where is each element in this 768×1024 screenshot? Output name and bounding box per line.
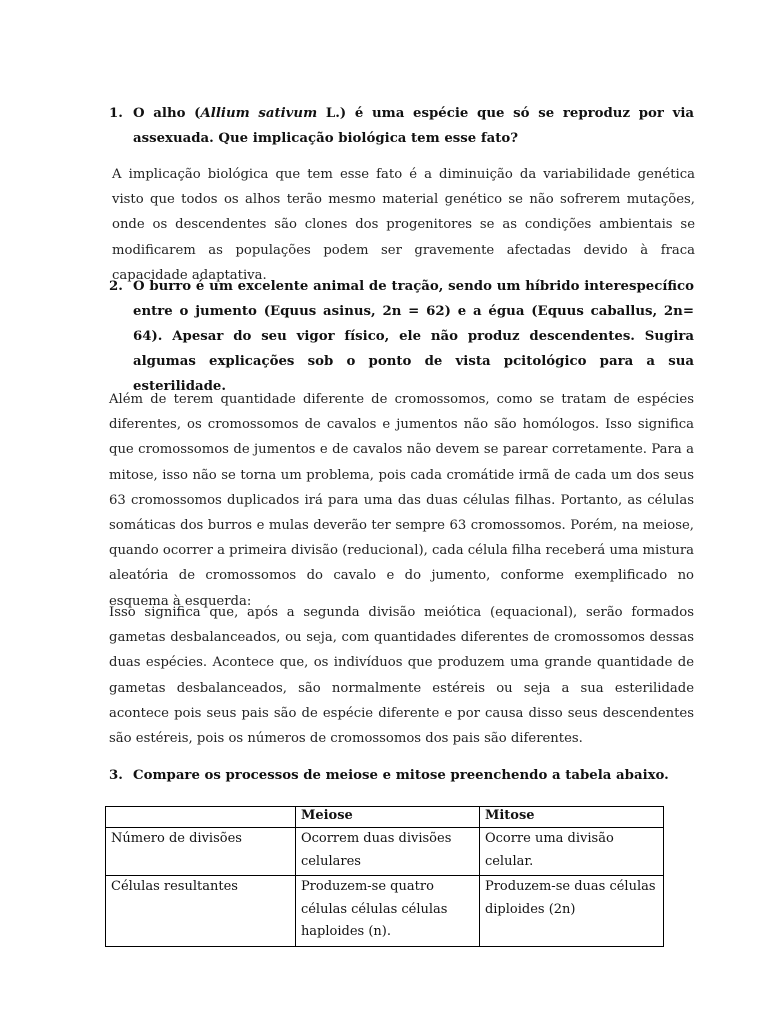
species-name: Allium sativum bbox=[200, 106, 318, 121]
answer-paragraph: Isso significa que, após a segunda divisão meiótica (equacional), serão formados gametas desbalanceados, ou seja, com quantidades diferentes de cromossomos dessas duas espécies. Acontece que, os indivíduos que produzem uma grande quantidade de gametas desbalanceados, são normalmente estéreis ou seja a sua esterilidade acontece pois seus pais são de espécie diferente e por causa disso seus descendentes são estéreis, pois os números de cromossomos dos pais são diferentes. bbox=[109, 605, 694, 747]
question-1 bbox=[109, 101, 694, 151]
answer-2 bbox=[109, 387, 694, 614]
table-header-cell: Mitose bbox=[479, 807, 663, 828]
table-header-cell bbox=[106, 807, 296, 828]
table-row bbox=[106, 828, 664, 876]
table-cell: Número de divisões bbox=[106, 828, 296, 876]
table-cell: Células resultantes bbox=[106, 876, 296, 947]
question-text: O burro é um excelente animal de tração, sendo um híbrido interespecífico entre o jumento (Equus asinus, 2n = 62) e a égua (Equus caballus, 2n= 64). Apesar do seu vigor físico, ele não produz descendentes. Sugira algumas explicações sob o ponto de vista pcitológico para a sua esterilidade. bbox=[133, 279, 694, 394]
comparison-table bbox=[105, 806, 664, 947]
table-header-cell: Meiose bbox=[295, 807, 479, 828]
question-number: 3. bbox=[109, 768, 123, 783]
table-cell: Produzem-se duas células diploides (2n) bbox=[479, 876, 663, 947]
table-cell: Ocorrem duas divisões celulares bbox=[295, 828, 479, 876]
answer-1 bbox=[112, 162, 695, 288]
table-cell: Produzem-se quatro células células células haploides (n). bbox=[295, 876, 479, 947]
question-2 bbox=[109, 274, 694, 399]
question-text: Compare os processos de meiose e mitose preenchendo a tabela abaixo. bbox=[133, 768, 669, 783]
question-number: 2. bbox=[109, 279, 123, 294]
table-header-row bbox=[106, 807, 664, 828]
question-text: O alho (Allium sativum L.) é uma espécie que só se reproduz por via assexuada. Que implicação biológica tem esse fato? bbox=[133, 106, 694, 146]
answer-paragraph: Além de terem quantidade diferente de cromossomos, como se tratam de espécies diferentes, os cromossomos de cavalos e jumentos não são homólogos. Isso significa que cromossomos de jumentos e de cavalos não devem se parear corretamente. Para a mitose, isso não se torna um problema, pois cada cromátide irmã de cada um dos seus 63 cromossomos duplicados irá para uma das duas células filhas. Portanto, as células somáticas dos burros e mulas deverão ter sempre 63 cromossomos. Porém, na meiose, quando ocorrer a primeira divisão (reducional), cada célula filha receberá uma mistura aleatória de cromossomos do cavalo e do jumento, conforme exemplificado no esquema à esquerda: bbox=[109, 392, 694, 609]
question-number: 1. bbox=[109, 106, 123, 121]
question-3 bbox=[109, 763, 694, 788]
answer-2b bbox=[109, 600, 694, 751]
table-cell: Ocorre uma divisão celular. bbox=[479, 828, 663, 876]
table-row bbox=[106, 876, 664, 947]
answer-paragraph: A implicação biológica que tem esse fato é a diminuição da variabilidade genética visto que todos os alhos terão mesmo material genético se não sofrerem mutações, onde os descendentes são clones dos progenitores se as condições ambientais se modificarem as populações podem ser gravemente afectadas devido à fraca capacidade adaptativa. bbox=[112, 167, 695, 283]
